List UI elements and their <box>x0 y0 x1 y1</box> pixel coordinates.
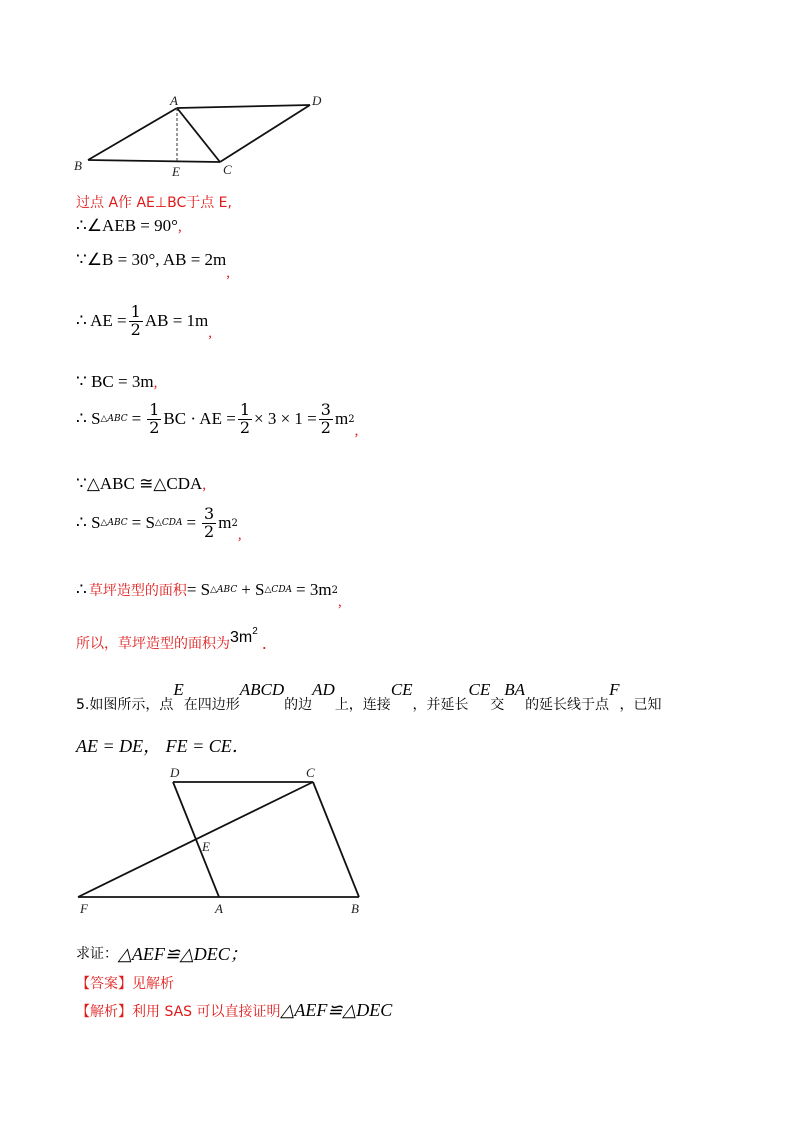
segment-fc <box>78 782 313 897</box>
line-8-unit: m <box>218 513 232 533</box>
line-4-post: AB = 1m <box>144 311 209 331</box>
label-d: D <box>170 765 180 780</box>
label-a: A <box>170 93 178 108</box>
line-6-sup: 2 <box>348 413 355 425</box>
line-3-comma: , <box>226 265 231 281</box>
q5-abcd: ABCD <box>239 680 285 699</box>
label-f: F <box>80 901 88 916</box>
label-e: E <box>202 839 210 854</box>
frac-den: 2 <box>149 417 160 437</box>
line-8-comma: , <box>237 526 242 543</box>
solution-line-7 <box>76 474 206 494</box>
segment-cd <box>220 105 310 162</box>
frac-den: 2 <box>130 319 141 339</box>
fraction-3-2 <box>202 506 216 541</box>
line-6-sub: △ABC <box>100 414 128 425</box>
q5-ce-2: CE <box>468 680 491 699</box>
segment-ad <box>177 105 310 108</box>
answer-text: 见解析 <box>132 976 174 992</box>
frac-num: 1 <box>239 400 250 419</box>
prove-line <box>76 940 248 966</box>
answer-line <box>76 973 174 993</box>
line-7-comma: , <box>202 477 207 493</box>
line-10-value <box>230 626 258 647</box>
label-a: A <box>215 901 223 916</box>
solution-line-1 <box>76 192 232 212</box>
label-e: E <box>172 164 180 179</box>
question-5-line-1 <box>76 680 661 714</box>
frac-den: 2 <box>239 417 250 437</box>
line-6-comma: , <box>354 422 359 439</box>
solution-line-10 <box>76 626 267 653</box>
line-10-sup: 2 <box>252 626 258 637</box>
analysis-line <box>76 1000 392 1021</box>
solution-line-5 <box>76 372 157 392</box>
line-9-sub2: △CDA <box>264 585 293 595</box>
solution-line-3 <box>76 250 231 281</box>
fraction-2 <box>238 402 252 437</box>
q5-p6: 交 <box>490 697 505 713</box>
solution-line-6 <box>76 402 358 437</box>
line-9-therefore: ∴ <box>76 580 87 599</box>
q5-p2: 在四边形 <box>183 697 240 713</box>
q5-p4: 上，连接 <box>334 697 391 713</box>
label-c: C <box>306 765 315 780</box>
solution-line-8 <box>76 506 242 541</box>
line-8-eq2: = <box>186 513 197 533</box>
q5-p8: ，已知 <box>619 697 662 713</box>
segment-ac <box>177 108 220 162</box>
line-9-plus: + S <box>241 580 265 599</box>
line-5-math: ∵ BC = 3m <box>76 372 154 391</box>
line-8-eq: = S <box>131 513 155 533</box>
line-6-pre: ∴ S <box>76 409 101 429</box>
line-9-comma: , <box>337 593 342 610</box>
figure-quadrilateral-2 <box>70 762 380 922</box>
line-2-comma: , <box>177 219 182 235</box>
q5-p1: 5.如图所示，点 <box>76 697 174 713</box>
label-b: B <box>351 901 359 916</box>
line-4-comma: , <box>208 324 213 341</box>
line-6-eq: = <box>131 409 142 429</box>
analysis-text: 利用 SAS 可以直接证明 <box>132 1003 281 1020</box>
fraction-half <box>129 304 143 339</box>
q5-ce: CE <box>390 680 413 699</box>
analysis-math: △AEF≌△DEC <box>280 1000 393 1020</box>
line-9-eq: = 3m <box>296 580 332 599</box>
line-9-sup: 2 <box>331 584 338 596</box>
q5-ad: AD <box>312 680 335 699</box>
figure-parallelogram-1 <box>60 90 360 185</box>
frac-num: 1 <box>149 400 160 419</box>
question-5-conditions <box>76 732 250 758</box>
segment-bc <box>88 160 220 162</box>
line-6-mid: BC · AE = <box>163 409 236 429</box>
prove-label: 求证： <box>76 946 118 962</box>
line-8-sup: 2 <box>231 517 238 529</box>
segment-ab <box>88 108 177 160</box>
frac-den: 2 <box>320 417 331 437</box>
line-5-comma: , <box>153 375 158 391</box>
line-9-text: 草坪造型的面积 <box>88 583 187 599</box>
line-10-end: . <box>261 634 267 653</box>
line-4-pre: ∴ AE = <box>76 311 127 331</box>
q5-p5: ，并延长 <box>412 697 469 713</box>
line-8-sub1: △ABC <box>100 518 128 529</box>
q5-point-f: F <box>609 680 620 699</box>
answer-tag: 【答案】 <box>76 976 132 992</box>
solution-line-9 <box>76 580 342 610</box>
line-8-sub2: △CDA <box>154 518 183 529</box>
solution-line-4 <box>76 304 212 339</box>
segment-cb <box>313 782 359 897</box>
line-7-math: ∵△ABC ≅△CDA <box>76 474 203 493</box>
label-c: C <box>223 162 232 177</box>
analysis-tag: 【解析】 <box>76 1003 132 1020</box>
frac-num: 1 <box>130 302 141 321</box>
line-8-pre: ∴ S <box>76 513 101 533</box>
line-6-unit: m <box>334 409 349 429</box>
frac-num: 3 <box>204 504 215 523</box>
q5-p7: 的延长线于点 <box>525 697 610 713</box>
label-b: B <box>74 158 82 173</box>
frac-num: 3 <box>320 400 331 419</box>
solution-line-2 <box>76 216 182 236</box>
line-10-text: 所以，草坪造型的面积为 <box>76 636 230 652</box>
fraction-3 <box>319 402 333 437</box>
fraction-1 <box>147 402 161 437</box>
frac-den: 2 <box>204 521 215 541</box>
q5-cond: AE = DE， FE = CE． <box>76 736 250 756</box>
label-d: D <box>312 93 322 108</box>
q5-point-e: E <box>173 680 184 699</box>
line-9-math: = S <box>186 580 211 599</box>
line-1-text: 过点 A作 AE⊥BC于点 E, <box>76 195 232 211</box>
line-9-sub1: △ABC <box>210 585 238 595</box>
line-2-math: ∴∠AEB = 90° <box>76 216 178 235</box>
q5-ba: BA <box>504 680 526 699</box>
prove-statement: △AEF≌△DEC； <box>118 944 248 964</box>
line-3-math: ∵∠B = 30°, AB = 2m <box>76 250 227 269</box>
line-6-mid2: × 3 × 1 = <box>254 409 317 429</box>
line-10-val: 3m <box>230 629 253 646</box>
q5-p3: 的边 <box>284 697 313 713</box>
